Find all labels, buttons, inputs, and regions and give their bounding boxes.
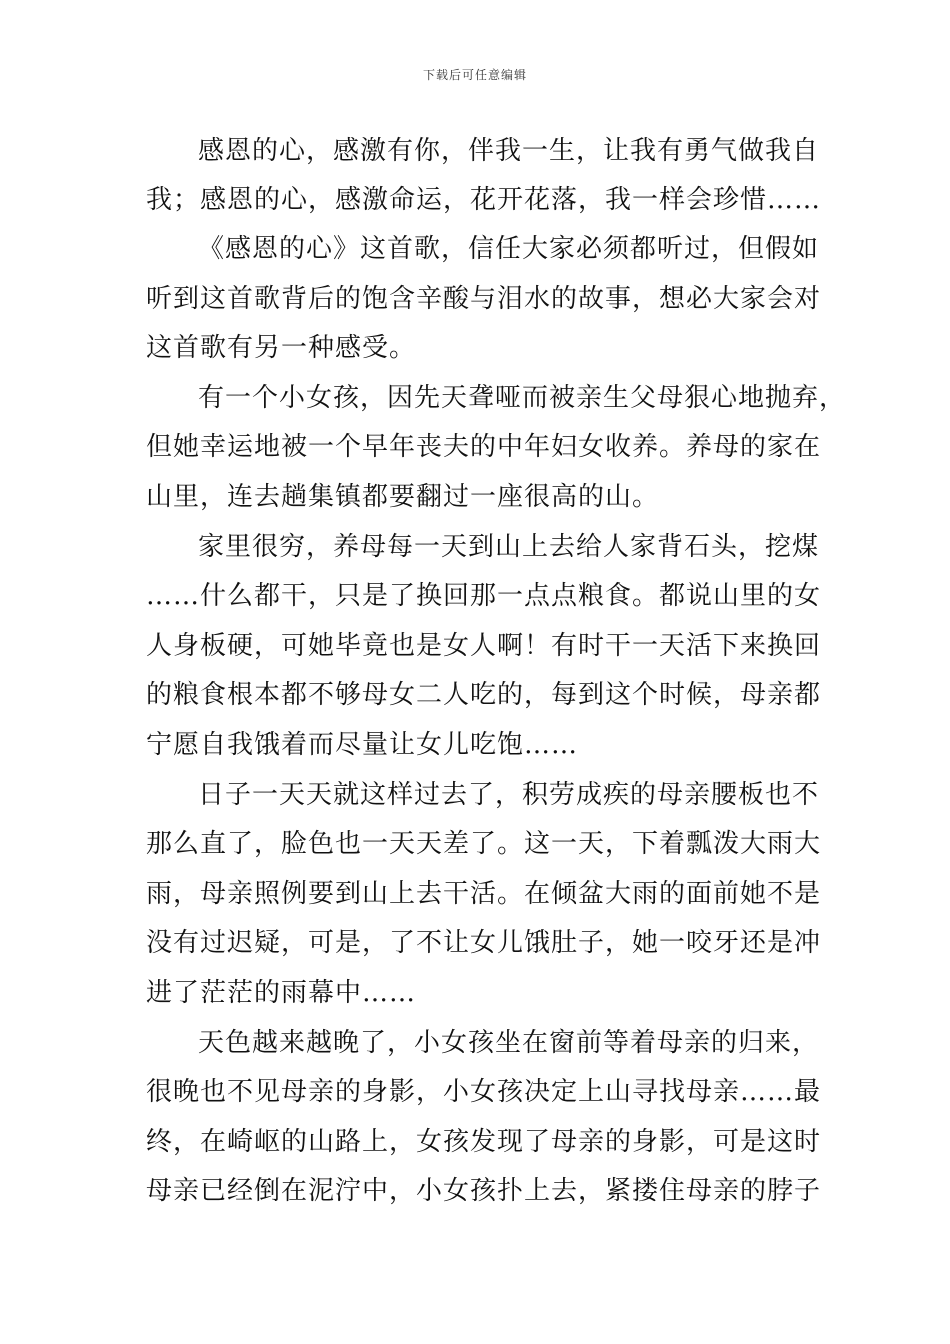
text-line: 没有过迟疑，可是，了不让女儿饿肚子，她一咬牙还是冲 bbox=[146, 928, 822, 958]
text-line: 听到这首歌背后的饱含辛酸与泪水的故事，想必大家会对 bbox=[146, 284, 822, 314]
text-line: 终，在崎岖的山路上，女孩发现了母亲的身影，可是这时 bbox=[146, 1127, 822, 1157]
text-line: 《感恩的心》这首歌，信任大家必须都听过，但假如 bbox=[198, 234, 820, 264]
text-line: 母亲已经倒在泥泞中，小女孩扑上去，紧搂住母亲的脖子 bbox=[146, 1176, 822, 1206]
text-line: 的粮食根本都不够母女二人吃的，每到这个时候，母亲都 bbox=[146, 680, 822, 710]
text-line: 进了茫茫的雨幕中…… bbox=[146, 978, 417, 1008]
text-line: 这首歌有另一种感受。 bbox=[146, 333, 417, 363]
text-line: 我；感恩的心，感激命运，花开花落，我一样会珍惜…… bbox=[146, 185, 822, 215]
text-line: 那么直了，脸色也一天天差了。这一天，下着瓢泼大雨大 bbox=[146, 829, 822, 859]
text-line: 日子一天天就这样过去了，积劳成疾的母亲腰板也不 bbox=[198, 780, 820, 810]
text-line: 雨，母亲照例要到山上去干活。在倾盆大雨的面前她不是 bbox=[146, 879, 822, 909]
text-line: 但她幸运地被一个早年丧夫的中年妇女收养。养母的家在 bbox=[146, 432, 822, 462]
text-line: 天色越来越晚了，小女孩坐在窗前等着母亲的归来， bbox=[198, 1028, 820, 1058]
text-line: 人身板硬，可她毕竟也是女人啊！有时干一天活下来换回 bbox=[146, 631, 822, 661]
text-line: 很晚也不见母亲的身影，小女孩决定上山寻找母亲……最 bbox=[146, 1077, 822, 1107]
text-line: ……什么都干，只是了换回那一点点粮食。都说山里的女 bbox=[146, 581, 822, 611]
text-line: 有一个小女孩，因先天聋哑而被亲生父母狠心地抛弃， bbox=[198, 383, 847, 413]
text-line: 感恩的心，感激有你，伴我一生，让我有勇气做我自 bbox=[198, 136, 820, 166]
text-line: 家里很穷，养母每一天到山上去给人家背石头，挖煤 bbox=[198, 532, 820, 562]
text-line: 宁愿自我饿着而尽量让女儿吃饱…… bbox=[146, 730, 579, 760]
page-header: 下载后可任意编辑 bbox=[422, 68, 527, 82]
text-line: 山里，连去趟集镇都要翻过一座很高的山。 bbox=[146, 482, 660, 512]
